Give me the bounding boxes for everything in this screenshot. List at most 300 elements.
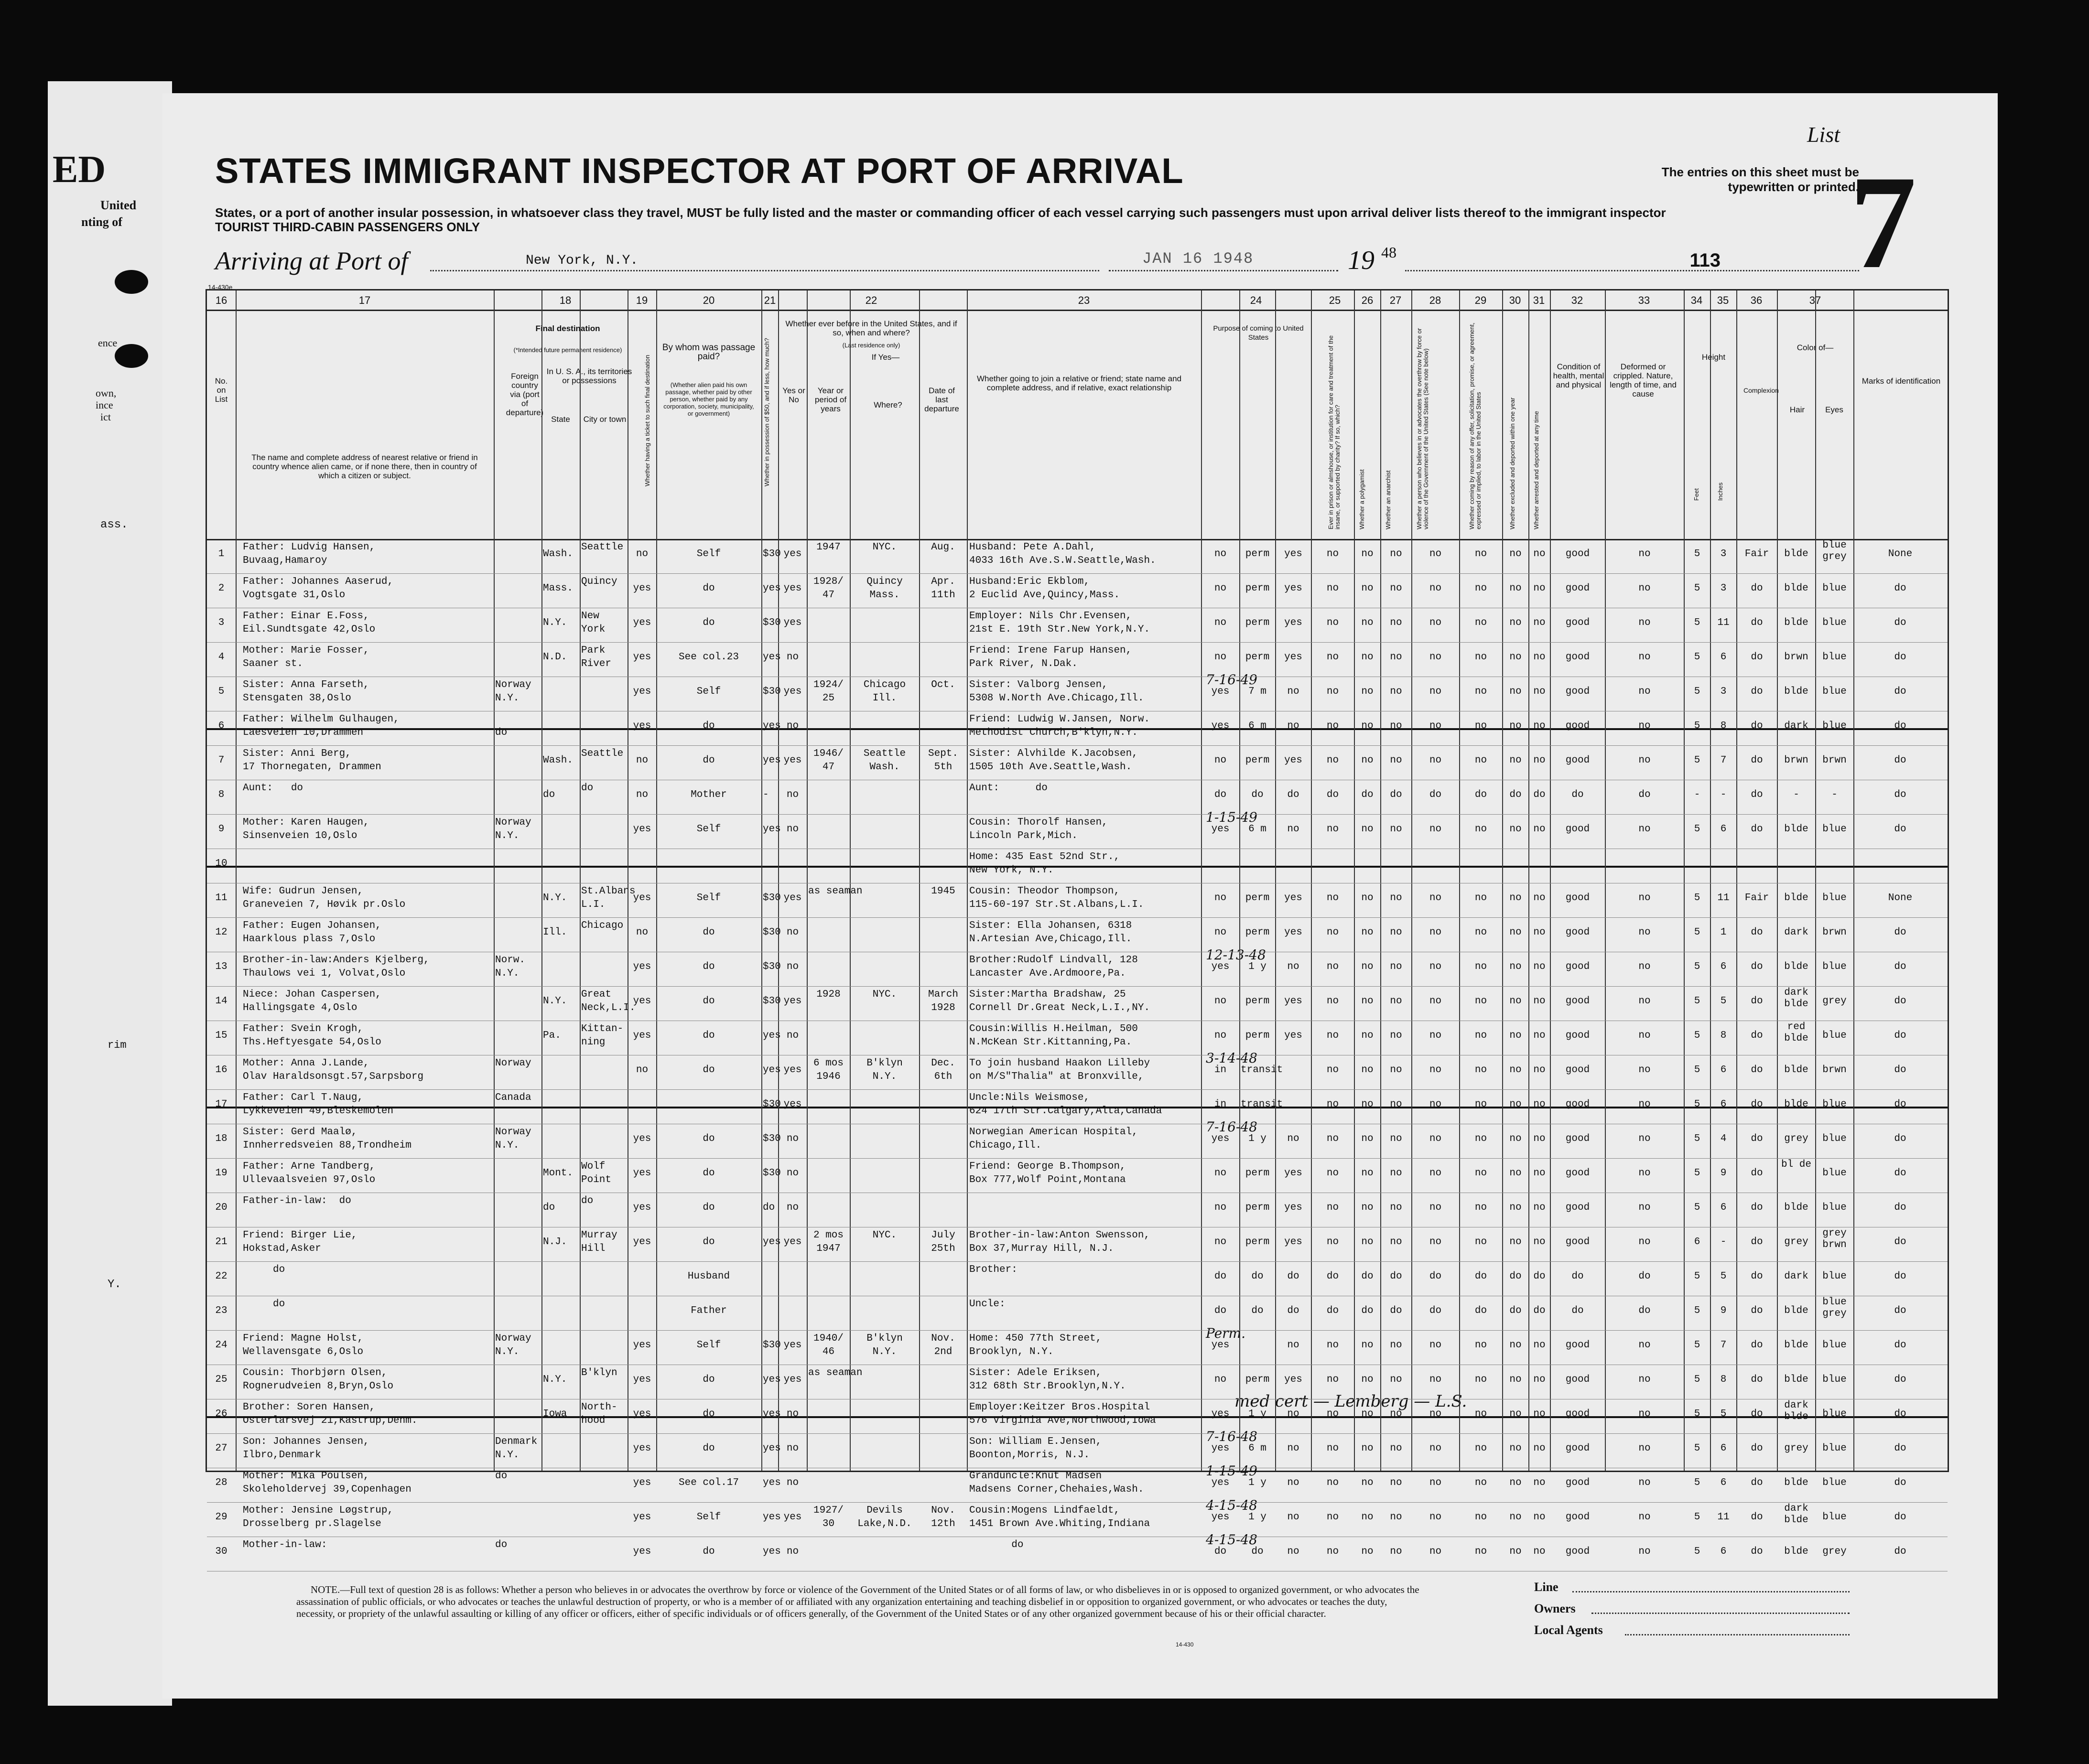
cell-p1: no: [1214, 1168, 1227, 1179]
handwritten-date: 1-15-49: [1206, 809, 1257, 825]
cell-q30: no: [1509, 961, 1522, 972]
cell-ft: 5: [1694, 549, 1700, 559]
binder-hole: [115, 270, 148, 294]
cell-q30: no: [1509, 996, 1522, 1007]
handwritten-date: 4-15-48: [1206, 1497, 1257, 1513]
cell-join1: Sister: Alvhilde K.Jacobsen,: [969, 748, 1138, 759]
cell-q31: no: [1533, 927, 1546, 938]
cell-p3: no: [1287, 1477, 1299, 1488]
cell-p3: yes: [1284, 652, 1302, 663]
cell-join1: Son: William E.Jensen,: [969, 1436, 1102, 1447]
cell-q31: no: [1533, 1065, 1546, 1076]
cell-paid: do: [703, 583, 715, 594]
cell-paid: do: [703, 755, 715, 766]
cell-in: 5: [1720, 996, 1727, 1007]
table-row: [207, 1021, 1948, 1055]
left-page-fragment: [48, 81, 172, 1706]
cell-money: yes: [763, 652, 781, 663]
cell-p2: perm: [1245, 583, 1270, 594]
cell-st: N.Y.: [543, 996, 567, 1007]
cell-eyes: grey brwn: [1822, 1228, 1847, 1250]
cell-hair: grey: [1784, 1133, 1808, 1144]
cell-tkt: yes: [633, 721, 651, 731]
column-rule: [1502, 290, 1503, 1471]
cell-hair: grey: [1784, 1443, 1808, 1454]
cell-yn: no: [786, 824, 799, 835]
cell-st: N.Y.: [543, 617, 567, 628]
cell-where2: Mass.: [869, 590, 900, 601]
cell-money: -: [763, 789, 769, 800]
cell-rel1: Sister: Anna Farseth,: [243, 679, 369, 690]
cell-marks: do: [1894, 1340, 1906, 1351]
cell-cx: do: [1751, 1340, 1763, 1351]
row-rule: [207, 814, 1948, 815]
cell-yn: yes: [783, 1099, 802, 1110]
cell-p3: yes: [1284, 549, 1302, 559]
cell-join2: Methodist Church,B'klyn,N.Y.: [969, 727, 1138, 738]
cell-rel1: Mother: Karen Haugen,: [243, 817, 369, 828]
cell-in: 5: [1720, 1271, 1727, 1282]
cell-q31: no: [1533, 893, 1546, 904]
cell-q27: no: [1390, 1374, 1402, 1385]
cell-rel2: Laesveien 10,Drammen: [243, 727, 364, 738]
cell-q28: no: [1429, 652, 1442, 663]
cell-dep2: 2nd: [934, 1346, 952, 1357]
hdr-passage: By whom was passage paid?: [662, 343, 756, 362]
owners-field[interactable]: [1591, 1613, 1850, 1614]
column-rule: [850, 290, 851, 1471]
cell-q31: no: [1533, 1443, 1546, 1454]
handwritten-date: 3-14-48: [1206, 1050, 1257, 1066]
cell-q25: no: [1326, 755, 1339, 766]
cell-tkt: yes: [633, 617, 651, 628]
cell-ft: 5: [1694, 824, 1700, 835]
cell-p2: 1 y: [1248, 961, 1266, 972]
cell-deformed: no: [1638, 686, 1651, 697]
cell-p1: no: [1214, 755, 1227, 766]
cell-q26: no: [1361, 893, 1374, 904]
cell-rel2: Hallingsgate 4,Oslo: [243, 1002, 357, 1013]
cell-in: 11: [1717, 617, 1730, 628]
cell-eyes: blue: [1822, 1168, 1847, 1179]
cell-join1: Friend: George B.Thompson,: [969, 1161, 1126, 1172]
list-label: List: [1807, 122, 1840, 147]
cell-yn: no: [786, 1168, 799, 1179]
cell-q25: no: [1326, 1409, 1339, 1420]
cell-marks: do: [1894, 1271, 1906, 1282]
cell-q27: no: [1390, 961, 1402, 972]
cell-paid: do: [703, 1030, 715, 1041]
cell-q25: no: [1326, 1065, 1339, 1076]
port-value: New York, N.Y.: [526, 253, 639, 268]
cell-q26: no: [1361, 996, 1374, 1007]
cell-p3: no: [1287, 1340, 1299, 1351]
cell-p3: do: [1287, 1271, 1299, 1282]
table-row: [207, 1296, 1948, 1330]
cell-health: do: [1571, 1271, 1584, 1282]
cell-eyes: blue: [1822, 1512, 1847, 1523]
cell-in: 6: [1720, 1065, 1727, 1076]
cell-ft: 5: [1694, 1271, 1700, 1282]
cell-q27: no: [1390, 583, 1402, 594]
cell-q29: no: [1474, 1065, 1487, 1076]
cell-rel2: Lykkeveien 49,Bleskemolen: [243, 1106, 394, 1117]
cell-rel1: Wife: Gudrun Jensen,: [243, 886, 364, 897]
row-rule: [207, 573, 1948, 574]
cell-hair: blde: [1784, 893, 1808, 904]
cell-yn: yes: [783, 1512, 802, 1523]
cell-deformed: no: [1638, 617, 1651, 628]
page-number: 113: [1689, 250, 1721, 271]
cell-paid: Mother: [691, 789, 727, 800]
cell-health: good: [1565, 1477, 1590, 1488]
cell-q27: no: [1390, 1409, 1402, 1420]
cell-health: good: [1565, 652, 1590, 663]
cell-rel1: Mother: Anna J.Lande,: [243, 1058, 369, 1069]
column-rule: [1815, 290, 1816, 1471]
cell-rel2: Thaulows vei 1, Volvat,Oslo: [243, 968, 406, 979]
cell-fc1: Norway: [495, 679, 531, 690]
cell-p1: no: [1214, 1374, 1227, 1385]
cell-join2: Brooklyn, N.Y.: [969, 1346, 1054, 1357]
cell-q25: no: [1326, 686, 1339, 697]
cell-join1: Brother:Rudolf Lindvall, 128: [969, 955, 1138, 966]
cell-city1: Kittan-: [581, 1023, 624, 1034]
cell-health: good: [1565, 893, 1590, 904]
cell-p3: yes: [1284, 1168, 1302, 1179]
cell-paid: See col.17: [678, 1477, 739, 1488]
cell-paid: do: [703, 1202, 715, 1213]
cell-rel2: Wellavensgate 6,Oslo: [243, 1346, 364, 1357]
cell-rel1: Father: Wilhelm Gulhaugen,: [243, 714, 400, 725]
cell-q29: do: [1474, 1305, 1487, 1316]
cell-p3: no: [1287, 961, 1299, 972]
table-row: [207, 917, 1948, 952]
column-rule: [580, 290, 581, 1471]
cell-join1: Sister:Martha Bradshaw, 25: [969, 989, 1126, 1000]
cell-tkt: no: [636, 549, 649, 559]
cell-no: 3: [218, 617, 225, 628]
cell-no: 21: [215, 1237, 227, 1248]
table-row: [207, 539, 1948, 573]
cell-p1: no: [1214, 1030, 1227, 1041]
cell-p2: do: [1251, 1546, 1264, 1557]
cell-in: -: [1720, 789, 1727, 800]
cell-money: do: [763, 1202, 775, 1213]
cell-eyes: blue: [1822, 893, 1847, 904]
cell-paid: Self: [696, 1512, 721, 1523]
cell-fc1: Norway: [495, 817, 531, 828]
column-rule: [1354, 290, 1355, 1471]
cell-money: $30: [763, 1133, 781, 1144]
hdr-q29: Whether coming by reason of any offer, solicitation, promise, or agreement, expressed or implied, to labor in the United States: [1468, 323, 1482, 529]
cell-no: 12: [215, 927, 227, 938]
cell-join2: 5308 W.North Ave.Chicago,Ill.: [969, 693, 1144, 704]
cell-in: 3: [1720, 549, 1727, 559]
cell-q28: no: [1429, 961, 1442, 972]
cell-yrs1: 1940/: [813, 1333, 844, 1344]
cell-p1: no: [1214, 549, 1227, 559]
cell-join2: 2 Euclid Ave,Quincy,Mass.: [969, 590, 1120, 601]
cell-q26: no: [1361, 927, 1374, 938]
column-number: 23: [1078, 294, 1090, 306]
cell-q28: do: [1429, 1271, 1442, 1282]
cell-q29: no: [1474, 1099, 1487, 1110]
cell-q31: no: [1533, 1512, 1546, 1523]
cell-st: Wash.: [543, 549, 574, 559]
cell-p1: yes: [1211, 1340, 1230, 1351]
cell-ft: 5: [1694, 1168, 1700, 1179]
cell-p1: no: [1214, 1237, 1227, 1248]
cell-ft: 5: [1694, 1477, 1700, 1488]
cell-q30: no: [1509, 583, 1522, 594]
cell-p3: yes: [1284, 927, 1302, 938]
left-fragment-6: ict: [100, 411, 111, 423]
cell-p2: perm: [1245, 755, 1270, 766]
cell-money: yes: [763, 721, 781, 731]
cell-yrs1: 1928: [816, 989, 841, 1000]
cell-paid: Father: [691, 1305, 727, 1316]
cell-deformed: no: [1638, 721, 1651, 731]
cell-q26: no: [1361, 583, 1374, 594]
cell-dep1: Sept.: [928, 748, 958, 759]
cell-no: 19: [215, 1168, 227, 1179]
cell-q26: no: [1361, 1374, 1374, 1385]
cell-where1: Devils: [866, 1505, 903, 1516]
cell-q25: no: [1326, 1237, 1339, 1248]
cell-in: 6: [1720, 1099, 1727, 1110]
cell-rel2: Innherredsveien 88,Trondheim: [243, 1140, 411, 1151]
cell-fc1: do: [495, 1539, 508, 1550]
cell-marks: do: [1894, 686, 1906, 697]
left-fragment-8: rim: [108, 1039, 127, 1051]
cell-fc2: N.Y.: [495, 693, 520, 704]
cell-marks: do: [1894, 927, 1906, 938]
cell-paid: do: [703, 1065, 715, 1076]
cell-city2: Neck,L.I.: [581, 1002, 636, 1013]
cell-deformed: no: [1638, 652, 1651, 663]
cell-p3: yes: [1284, 583, 1302, 594]
row-rule: [207, 1089, 1948, 1090]
cell-p1: no: [1214, 1202, 1227, 1213]
cell-money: yes: [763, 1546, 781, 1557]
cell-q29: no: [1474, 961, 1487, 972]
cell-fc1: Denmark: [495, 1436, 538, 1447]
handwritten-date: 1-15-49: [1206, 1463, 1257, 1479]
cell-ft: 5: [1694, 1065, 1700, 1076]
cell-deformed: no: [1638, 824, 1651, 835]
cell-q27: do: [1390, 789, 1402, 800]
cell-yrs1: 2 mos: [813, 1230, 844, 1241]
line-field[interactable]: [1572, 1591, 1850, 1592]
cell-hair: -: [1793, 789, 1799, 800]
cell-rel2: Eil.Sundtsgate 42,Oslo: [243, 624, 376, 635]
cell-tkt: yes: [633, 1546, 651, 1557]
cell-q28: no: [1429, 686, 1442, 697]
cell-no: 7: [218, 755, 225, 766]
cell-q31: no: [1533, 1133, 1546, 1144]
cell-where1: B'klyn: [866, 1058, 903, 1069]
cell-fc1: do: [495, 1471, 508, 1482]
cell-p2: perm: [1245, 549, 1270, 559]
cell-marks: do: [1894, 755, 1906, 766]
agents-label: Local Agents: [1534, 1623, 1603, 1637]
cell-tkt: yes: [633, 996, 651, 1007]
cell-q25: no: [1326, 1030, 1339, 1041]
cell-ft: 5: [1694, 1305, 1700, 1316]
cell-yn: yes: [783, 583, 802, 594]
hdr-if-yes: If Yes—: [871, 353, 900, 362]
cell-q26: no: [1361, 1512, 1374, 1523]
cell-ft: 5: [1694, 1202, 1700, 1213]
cell-st: do: [543, 1202, 555, 1213]
cell-eyes: blue: [1822, 1030, 1847, 1041]
cell-yrs1: 1947: [816, 542, 841, 553]
row-rule: [207, 1158, 1948, 1159]
cell-yn: yes: [783, 686, 802, 697]
cell-no: 17: [215, 1099, 227, 1110]
hdr-final-sub: (*Intended future permanent residence): [513, 346, 622, 354]
cell-health: do: [1571, 789, 1584, 800]
cell-p2: perm: [1245, 996, 1270, 1007]
cell-health: good: [1565, 1443, 1590, 1454]
footnote-q28: NOTE.—Full text of question 28 is as follows: Whether a person who believes in or advocates the overthrow by force or violence of the Government of the United States or of all forms of law, or who disbelieves in or is opposed to organized government, or who advocates the assassination of public officials, or who advocates or teaches the unlawful destruction of property, or who is a member of or affiliated with any organization entertaining and teaching disbelief in or opposition to organized government, or who advocates or teaches the duty, necessity, or propriety of the unlawful assaulting or killing of any officer or officers, either of specific individuals or of officers generally, of the Government of the United States or of any other organized government because of his or their official character.: [296, 1584, 1419, 1619]
cell-hair: dark: [1784, 927, 1808, 938]
year-suffix: 48: [1381, 244, 1396, 261]
column-number: 19: [636, 294, 648, 306]
cell-p1: yes: [1211, 686, 1230, 697]
cell-q27: no: [1390, 1099, 1402, 1110]
cell-in: 3: [1720, 686, 1727, 697]
column-number: 29: [1474, 294, 1487, 306]
handwritten-date: 7-16-48: [1206, 1429, 1257, 1444]
cell-q25: no: [1326, 996, 1339, 1007]
column-number: 34: [1690, 294, 1703, 306]
cell-marks: do: [1894, 617, 1906, 628]
cell-paid: Self: [696, 549, 721, 559]
hdr-in-usa: In U. S. A., its territories or possessions: [546, 367, 632, 385]
cell-marks: do: [1894, 1099, 1906, 1110]
cell-in: 9: [1720, 1305, 1727, 1316]
cell-health: good: [1565, 1512, 1590, 1523]
cell-yrs1: 6 mos: [813, 1058, 844, 1069]
cell-q31: no: [1533, 1340, 1546, 1351]
cell-eyes: blue: [1822, 617, 1847, 628]
column-rule: [1550, 290, 1551, 1471]
hdr-no: No. on List: [215, 376, 228, 404]
cell-hair: brwn: [1784, 652, 1808, 663]
cell-join2: 4033 16th Ave.S.W.Seattle,Wash.: [969, 555, 1156, 566]
cell-tkt: yes: [633, 961, 651, 972]
cell-st: Mont.: [543, 1168, 574, 1179]
port-line: [430, 270, 1099, 271]
cell-p3: yes: [1284, 1237, 1302, 1248]
cell-tkt: yes: [633, 1374, 651, 1385]
column-number: 27: [1389, 294, 1402, 306]
cell-no: 5: [218, 686, 225, 697]
cell-dep1: Nov.: [931, 1505, 955, 1516]
column-rule: [919, 290, 920, 1471]
cell-tkt: no: [636, 789, 649, 800]
cell-q28: no: [1429, 927, 1442, 938]
cell-p3: no: [1287, 1546, 1299, 1557]
page-title: STATES IMMIGRANT INSPECTOR AT PORT OF ARRIVAL: [215, 151, 1184, 191]
cell-tkt: yes: [633, 1340, 651, 1351]
cell-q31: no: [1533, 1202, 1546, 1213]
column-number: 36: [1750, 294, 1763, 306]
cell-q31: no: [1533, 1237, 1546, 1248]
cell-join1: do: [969, 1539, 1024, 1550]
cell-p1: in: [1214, 1099, 1227, 1110]
cell-p3: no: [1287, 721, 1299, 731]
cell-yn: yes: [783, 1374, 802, 1385]
cell-eyes: blue: [1822, 1477, 1847, 1488]
cell-st: Mass.: [543, 583, 574, 594]
cell-q29: no: [1474, 1409, 1487, 1420]
cell-join1: Employer:Keitzer Bros.Hospital: [969, 1402, 1150, 1413]
column-rule: [1201, 290, 1202, 1471]
cell-health: good: [1565, 824, 1590, 835]
cell-p3: no: [1287, 1409, 1299, 1420]
cell-q31: no: [1533, 721, 1546, 731]
cell-q27: no: [1390, 996, 1402, 1007]
cell-money: $30: [763, 617, 781, 628]
cell-p3: no: [1287, 1133, 1299, 1144]
cell-rel2: Osterlarsvej 21,Kastrup,Denm.: [243, 1415, 418, 1426]
cell-rel2: Buvaag,Hamaroy: [243, 555, 327, 566]
cell-yn: no: [786, 1133, 799, 1144]
cell-paid: Self: [696, 686, 721, 697]
cell-paid: do: [703, 721, 715, 731]
cell-rel1: Father: Ludvig Hansen,: [243, 542, 376, 553]
cell-st: Ill.: [543, 927, 567, 938]
table-row: [207, 642, 1948, 677]
hdr-feet: Feet: [1693, 488, 1700, 501]
cell-eyes: blue: [1822, 961, 1847, 972]
cell-hair: blde: [1784, 549, 1808, 559]
manifest-table: [206, 289, 1949, 1557]
cell-join1: Husband:Eric Ekblom,: [969, 576, 1090, 587]
cell-ft: 5: [1694, 893, 1700, 904]
cell-ft: 5: [1694, 1374, 1700, 1385]
cell-yn: no: [786, 721, 799, 731]
agents-field[interactable]: [1625, 1634, 1850, 1635]
cell-no: 8: [218, 789, 225, 800]
cell-q30: no: [1509, 893, 1522, 904]
cell-eyes: brwn: [1822, 1065, 1847, 1076]
cell-yrs2: 25: [822, 693, 835, 704]
cell-rel2: Sinsenveien 10,Oslo: [243, 830, 357, 841]
cell-q28: no: [1429, 824, 1442, 835]
cell-paid: do: [703, 961, 715, 972]
cell-yn: no: [786, 789, 799, 800]
cell-paid: do: [703, 1168, 715, 1179]
handwritten-date: 12-13-48: [1206, 947, 1266, 963]
cell-cx: do: [1751, 1237, 1763, 1248]
cell-q27: do: [1390, 1271, 1402, 1282]
cell-q29: no: [1474, 996, 1487, 1007]
cell-q28: no: [1429, 1237, 1442, 1248]
cell-money: yes: [763, 1374, 781, 1385]
column-number: 16: [215, 294, 227, 306]
column-number: 17: [358, 294, 371, 306]
cell-no: 23: [215, 1305, 227, 1316]
cell-q28: no: [1429, 1512, 1442, 1523]
row-rule: [207, 1261, 1948, 1262]
cell-cx: Fair: [1744, 893, 1769, 904]
cell-eyes: blue grey: [1822, 540, 1847, 562]
cell-cx: do: [1751, 1030, 1763, 1041]
